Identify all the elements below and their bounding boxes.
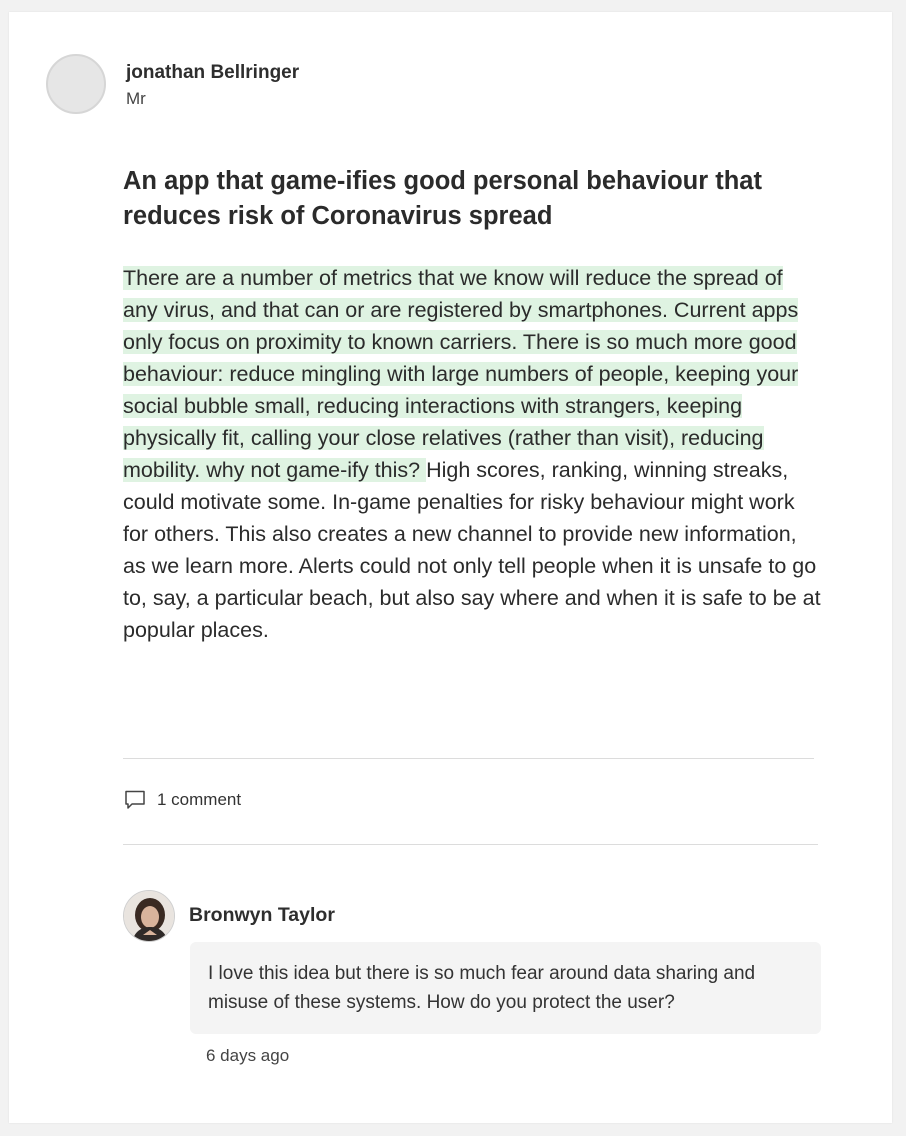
comment-timestamp: 6 days ago [206, 1046, 290, 1065]
comments-toggle[interactable] [123, 788, 241, 812]
comment-item [123, 890, 823, 1066]
body-text: High scores, ranking, winning streaks, could motivate some. In-game penalties for risky behaviour might work for others. This also creates a new channel to provide new information, as we learn more. Alerts could not only tell people when it is unsafe to go to, say, a particular beach, but also say where and when it is safe to be at popular places. [123, 458, 821, 642]
speech-bubble-icon [123, 788, 147, 812]
divider-bottom [123, 844, 818, 845]
post-title: An app that game-ifies good personal behaviour that reduces risk of Coronavirus spread [123, 167, 762, 230]
person-photo-icon [124, 891, 175, 942]
comment-count: 1 comment [157, 790, 242, 809]
divider-top [123, 758, 814, 759]
author-info [126, 62, 299, 110]
author-block [46, 54, 299, 114]
author-title: Mr [126, 89, 146, 108]
commenter-name[interactable]: Bronwyn Taylor [189, 903, 335, 926]
post-body [123, 262, 823, 646]
commenter-row [123, 890, 823, 942]
idea-card [9, 12, 892, 1123]
author-avatar[interactable] [46, 54, 106, 114]
commenter-avatar[interactable] [123, 890, 175, 942]
highlighted-text: There are a number of metrics that we know will reduce the spread of any virus, and that can or are registered by smartphones. Current apps only focus on proximity to known carriers. There is so much more good behaviour: reduce mingling with large numbers of people, keeping your social bubble small, reducing interactions with strangers, keeping physically fit, calling your close relatives (rather than visit), reducing mobility. why not game-ify this? [123, 266, 799, 482]
author-name[interactable]: jonathan Bellringer [126, 62, 300, 83]
comment-text: I love this idea but there is so much fear around data sharing and misuse of these systems. How do you protect the user? [190, 942, 821, 1034]
